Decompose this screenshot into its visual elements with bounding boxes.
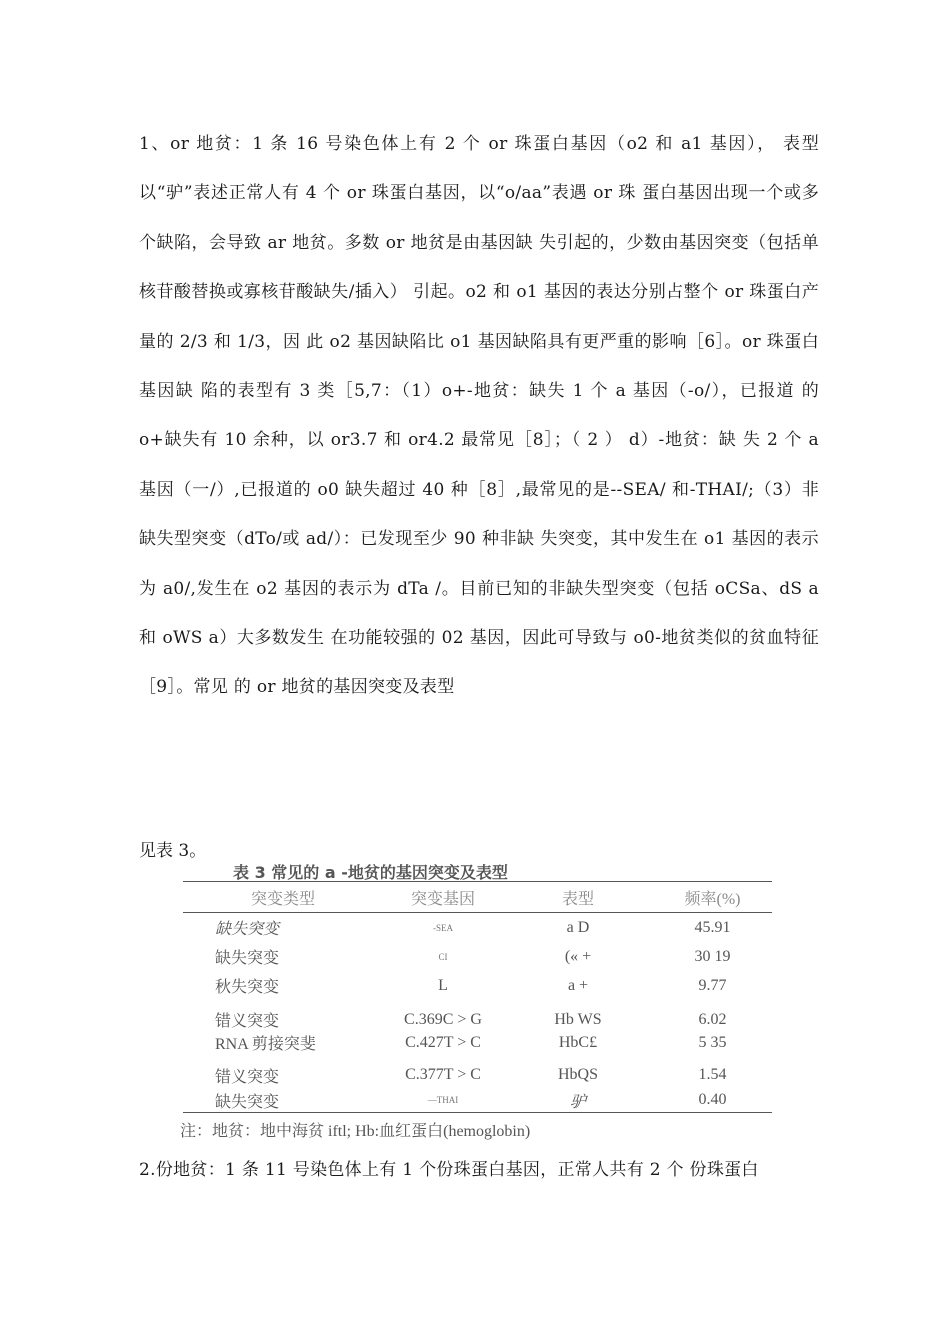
cell-gene: C.369C > G	[404, 1010, 482, 1028]
cell-gene: C.377T > C	[405, 1066, 481, 1083]
cell-type: 秋失突变	[215, 979, 280, 996]
cell-type: 错义突变	[215, 1013, 280, 1030]
table-note: 注：地贫：地中海贫 iftl; Hb:血红蛋白(hemoglobin)	[180, 1123, 531, 1140]
cell-frequency: 9.77	[698, 976, 727, 994]
cell-type: 错义突变	[215, 1068, 280, 1086]
cell-type: 缺失突变	[215, 921, 280, 938]
cell-phenotype: HbC£	[558, 1033, 598, 1051]
table-caption: 表 3 常见的 a -地贫的基因突变及表型	[233, 863, 508, 882]
cell-gene: C.427T > C	[405, 1033, 481, 1051]
see-table-reference: 见表 3。	[139, 841, 207, 861]
header-phenotype: 表型	[561, 890, 594, 908]
header-mutation-type: 突变类型	[250, 890, 315, 908]
table-row	[183, 1062, 772, 1088]
cell-gene: L	[438, 976, 448, 994]
cell-phenotype: (« +	[564, 947, 592, 965]
table-row	[183, 913, 772, 943]
table-header-row	[183, 882, 772, 913]
table-row	[183, 942, 772, 971]
cell-frequency: 5 35	[698, 1033, 727, 1051]
cell-phenotype: HbQS	[557, 1066, 598, 1083]
cell-frequency: 0.40	[698, 1091, 727, 1108]
header-frequency: 频率(%)	[684, 890, 741, 908]
cell-phenotype: a +	[567, 976, 589, 994]
cell-frequency: 30 19	[694, 947, 731, 965]
table-row	[183, 1088, 772, 1113]
cell-gene: -SEA	[433, 922, 453, 933]
table-row	[183, 1008, 772, 1031]
table-row	[183, 971, 772, 1000]
cell-phenotype: a D	[566, 918, 590, 936]
cell-frequency: 6.02	[698, 1010, 727, 1028]
mutation-table	[183, 881, 772, 1113]
paragraph-beta-thalassemia: 2.份地贫：1 条 11 号染色体上有 1 个份珠蛋白基因，正常人共有 2 个 份珠蛋白	[139, 1160, 759, 1180]
cell-frequency: 45.91	[694, 918, 731, 936]
cell-gene: CI	[438, 951, 448, 962]
cell-type: 缺失突变	[215, 1093, 280, 1111]
cell-phenotype: Hb WS	[554, 1010, 602, 1028]
cell-phenotype: 驴	[569, 1093, 586, 1111]
table-row	[183, 1031, 772, 1054]
paragraph-alpha-thalassemia: 1、or 地贫：1 条 16 号染色体上有 2 个 or 珠蛋白基因（o2 和 a1 基因）， 表型以“驴”表述正常人有 4 个 or 珠蛋白基因，以“o/aa”表遇 or 珠 蛋白基因出现一个或多个缺陷，会导致 ar 地贫。多数 or 地贫是由基因缺 失引起的，少数由基因突变（包括单核苷酸替换或寡核苷酸缺失/插入） 引起。o2 和 o1 基因的表达分别占整个 or 珠蛋白产量的 2/3 和 1/3，因 此 o2 基因缺陷比 o1 基因缺陷具有更严重的影响［6］。or 珠蛋白基因缺 陷的表型有 3 类［5,7：（1）o+-地贫：缺失 1 个 a 基因（-o/），已报道 的 o+缺失有 10 余种，以 or3.7 和 or4.2 最常见［8］；（ 2 ） d）-地贫：缺 失 2 个 a 基因（一/）,已报道的 o0 缺失超过 40 种［8］,最常见的是--SEA/ 和-THAI/;（3）非缺失型突变（dTo/或 ad/）：已发现至少 90 种非缺 失突变，其中发生在 o1 基因的表示为 a0/,发生在 o2 基因的表示为 dTa /。目前已知的非缺失型突变（包括 oCSa、dS a 和 oWS a）大多数发生 在功能较强的 02 基因，因此可导致与 o0-地贫类似的贫血特征［9］。常见 的 or 地贫的基因突变及表型	[139, 134, 819, 698]
cell-gene: —THAI	[427, 1095, 459, 1105]
cell-type: 缺失突变	[215, 950, 280, 967]
header-mutation-gene: 突变基因	[410, 890, 475, 908]
cell-type: RNA 剪接突斐	[215, 1036, 316, 1053]
cell-frequency: 1.54	[698, 1066, 727, 1083]
